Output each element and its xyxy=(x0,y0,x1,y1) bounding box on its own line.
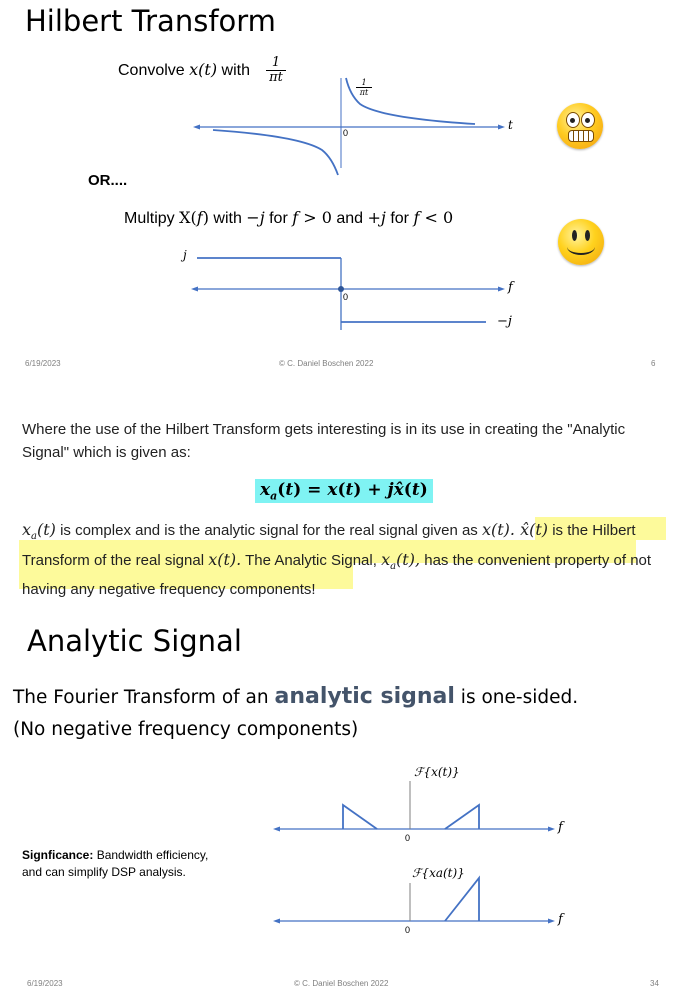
worried-face-icon xyxy=(557,103,603,149)
t-axis-label: t xyxy=(508,118,513,132)
minus-j-label: −j xyxy=(497,314,512,329)
or-text: OR.... xyxy=(88,172,128,189)
analytic-paragraph: $x_a(t)$ is complex and is the analytic signal for the real signal given as x(t). x̂(t) is the Hilbert Transform of the real signal x(t). The Analytic Signal, $x_a(t)$, has the convenient property of not having any negative frequency components! xyxy=(22,520,652,599)
slide2-footer-credit: © C. Daniel Boschen 2022 xyxy=(294,979,389,988)
plot3-arrow-left xyxy=(273,827,280,832)
plot1-zero-label: 0 xyxy=(343,128,349,138)
plot1-fraction-label: 1 πt xyxy=(356,78,372,97)
slide1-footer-date: 6/19/2023 xyxy=(25,359,61,368)
plot2-arrow-left xyxy=(191,287,198,292)
plot1-curve-negative xyxy=(213,130,338,175)
plot1-impulse-response xyxy=(193,78,505,175)
no-negative-freq-line: (No negative frequency components) xyxy=(13,719,359,740)
multiply-text: Multipy X(f) with −j for f > 0 and +j for f < 0 xyxy=(124,208,454,227)
plot3-label: ℱ{x(t)} xyxy=(414,765,460,779)
plot2-arrow-right xyxy=(498,287,505,292)
fourier-onesided-line: The Fourier Transform of an analytic signal is one-sided. xyxy=(13,684,579,709)
plot3-neg-band xyxy=(343,805,377,829)
plot4-label: ℱ{xa(t)} xyxy=(412,866,465,880)
plot4-f-label: f xyxy=(558,912,563,927)
plot1-arrow-left xyxy=(193,125,200,130)
plot4-pos-band xyxy=(445,878,479,921)
plot4-spectrum-analytic xyxy=(273,878,555,924)
plot3-pos-band xyxy=(445,805,479,829)
plot4-arrow-left xyxy=(273,919,280,924)
analytic-signal-equation: $x_a(t) = x(t)$ + jx̂(t) xyxy=(255,479,433,503)
plot1-arrow-right xyxy=(498,125,505,130)
slide2-footer-page: 34 xyxy=(650,979,659,988)
plot3-f-label: f xyxy=(558,820,563,835)
plot2-zero-label: 0 xyxy=(343,292,349,302)
slide1-footer-credit: © C. Daniel Boschen 2022 xyxy=(279,359,374,368)
plot4-zero-label: 0 xyxy=(405,925,411,935)
plot3-arrow-right xyxy=(548,827,555,832)
smiley-face-icon xyxy=(558,219,604,265)
plot3-spectrum-real xyxy=(273,781,555,832)
convolve-text: Convolve x(t) with xyxy=(118,60,250,79)
plus-j-label: j xyxy=(183,248,187,262)
slide2-title: Analytic Signal xyxy=(27,624,242,658)
plot3-zero-label: 0 xyxy=(405,833,411,843)
f-axis-label: f xyxy=(508,280,513,295)
significance-note: Signficance: Bandwidth efficiency, and can simplify DSP analysis. xyxy=(22,848,209,879)
convolve-fraction: 1 πt xyxy=(266,56,286,85)
plot4-arrow-right xyxy=(548,919,555,924)
slide1-title: Hilbert Transform xyxy=(25,4,276,38)
plot1-curve-positive xyxy=(346,78,475,124)
slide1-footer-page: 6 xyxy=(651,359,656,368)
slide2-footer-date: 6/19/2023 xyxy=(27,979,63,988)
intro-paragraph: Where the use of the Hilbert Transform gets interesting is in its use in creating the "Analytic Signal" which is given as: xyxy=(22,421,626,461)
